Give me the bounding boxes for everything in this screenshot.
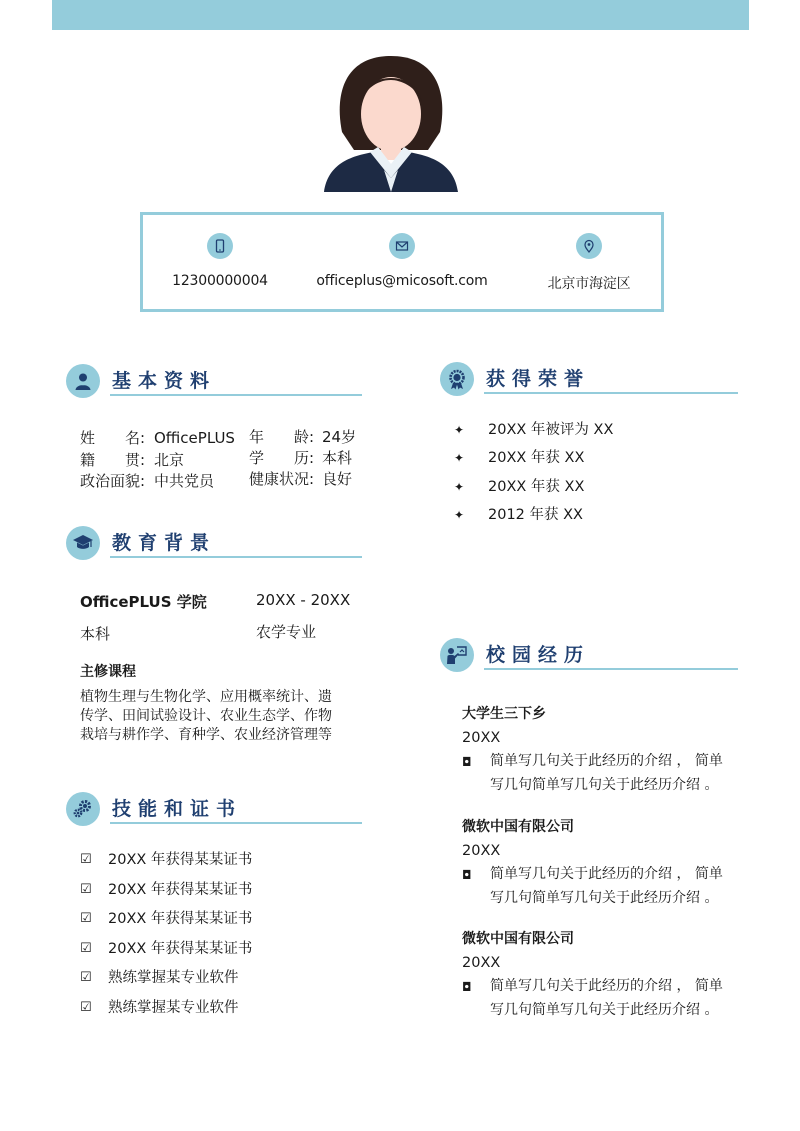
section-divider — [484, 668, 738, 670]
checkbox-icon: ☑ — [80, 881, 92, 897]
honor-item: 20XX 年获 XX — [488, 478, 585, 495]
political-value: 中共党员 — [154, 472, 215, 490]
education-label: 学 历: — [249, 449, 315, 467]
section-title: 技能和证书 — [112, 798, 243, 820]
experience-year: 20XX — [462, 730, 501, 746]
star-bullet-icon: ✦ — [454, 451, 465, 466]
checkbox-icon: ☑ — [80, 940, 92, 956]
section-title: 基本资料 — [112, 370, 217, 392]
age-label: 年 龄: — [249, 428, 315, 446]
experience-description: 简单写几句关于此经历的介绍 ， 简单写几句简单写几句关于此经历介绍 。 — [490, 753, 723, 793]
honor-item: 20XX 年获 XX — [488, 450, 585, 467]
experience-org: 微软中国有限公司 — [462, 931, 574, 947]
courses-list: 植物生理与生物化学、应用概率统计、遗传学、田间试验设计、农业生态学、作物栽培与耕作学、育种学、农业经济管理等 — [80, 689, 332, 743]
skill-item: 20XX 年获得某某证书 — [108, 852, 253, 868]
square-bullet-icon: ◘ — [462, 980, 472, 994]
experience-year: 20XX — [462, 955, 501, 971]
skill-item: 熟练掌握某专业软件 — [108, 970, 239, 987]
section-skills — [66, 792, 362, 832]
person-icon — [66, 364, 100, 398]
checkbox-icon: ☑ — [80, 911, 92, 927]
email-address[interactable]: officeplus@micosoft.com — [316, 273, 488, 289]
contact-card — [140, 212, 664, 312]
education-period: 20XX - 20XX — [256, 591, 351, 609]
section-divider — [484, 392, 738, 394]
section-education — [66, 526, 362, 566]
courses-title: 主修课程 — [80, 664, 136, 680]
health-label: 健康状况: — [249, 470, 315, 488]
section-title: 获得荣誉 — [486, 368, 591, 390]
experience-org: 微软中国有限公司 — [462, 818, 574, 835]
contact-phone — [134, 233, 306, 289]
honor-item: 20XX 年被评为 XX — [488, 422, 614, 438]
education-value: 本科 — [322, 449, 353, 467]
mail-icon — [389, 233, 415, 259]
degree: 本科 — [80, 625, 111, 643]
section-honors — [440, 362, 738, 402]
checkbox-icon: ☑ — [80, 970, 92, 986]
checkbox-icon: ☑ — [80, 1000, 92, 1015]
star-bullet-icon: ✦ — [454, 479, 465, 494]
checkbox-icon: ☑ — [80, 852, 92, 867]
square-bullet-icon: ◘ — [462, 867, 472, 882]
address-text: 北京市海淀区 — [547, 276, 631, 292]
age-value: 24岁 — [322, 428, 357, 446]
section-divider — [110, 556, 362, 558]
section-basic-info — [66, 364, 362, 404]
star-bullet-icon: ✦ — [454, 423, 465, 437]
profile-avatar — [320, 52, 462, 192]
hometown-value: 北京 — [154, 451, 185, 469]
square-bullet-icon: ◘ — [462, 755, 472, 769]
section-title: 校园经历 — [486, 644, 591, 666]
honor-item: 2012 年获 XX — [488, 507, 583, 524]
location-pin-icon — [576, 233, 602, 259]
graduation-cap-icon — [66, 526, 100, 560]
experience-description: 简单写几句关于此经历的介绍 ， 简单写几句简单写几句关于此经历介绍 。 — [490, 865, 723, 906]
skill-item: 20XX 年获得某某证书 — [108, 940, 253, 957]
section-title: 教育背景 — [112, 532, 217, 554]
hometown-label: 籍 贯: — [80, 451, 146, 469]
name-value: OfficePLUS — [154, 429, 235, 447]
name-label: 姓 名: — [80, 429, 146, 447]
political-label: 政治面貌: — [80, 472, 146, 490]
contact-email — [316, 233, 488, 289]
experience-description: 简单写几句关于此经历的介绍 ， 简单写几句简单写几句关于此经历介绍 。 — [490, 978, 723, 1018]
skill-item: 熟练掌握某专业软件 — [108, 1000, 239, 1016]
gears-icon — [66, 792, 100, 826]
phone-icon — [207, 233, 233, 259]
school-name: OfficePLUS 学院 — [80, 593, 207, 611]
experience-org: 大学生三下乡 — [462, 706, 546, 722]
experience-year: 20XX — [462, 842, 501, 859]
award-badge-icon — [440, 362, 474, 396]
health-value: 良好 — [322, 470, 353, 488]
skill-item: 20XX 年获得某某证书 — [108, 881, 253, 898]
skill-item: 20XX 年获得某某证书 — [108, 911, 253, 928]
phone-number[interactable]: 12300000004 — [172, 273, 268, 289]
contact-location — [503, 233, 675, 293]
section-divider — [110, 394, 362, 396]
major: 农学专业 — [256, 623, 317, 641]
star-bullet-icon: ✦ — [454, 508, 465, 523]
section-campus — [440, 638, 738, 678]
top-banner — [52, 0, 749, 30]
section-divider — [110, 822, 362, 824]
presentation-icon — [440, 638, 474, 672]
